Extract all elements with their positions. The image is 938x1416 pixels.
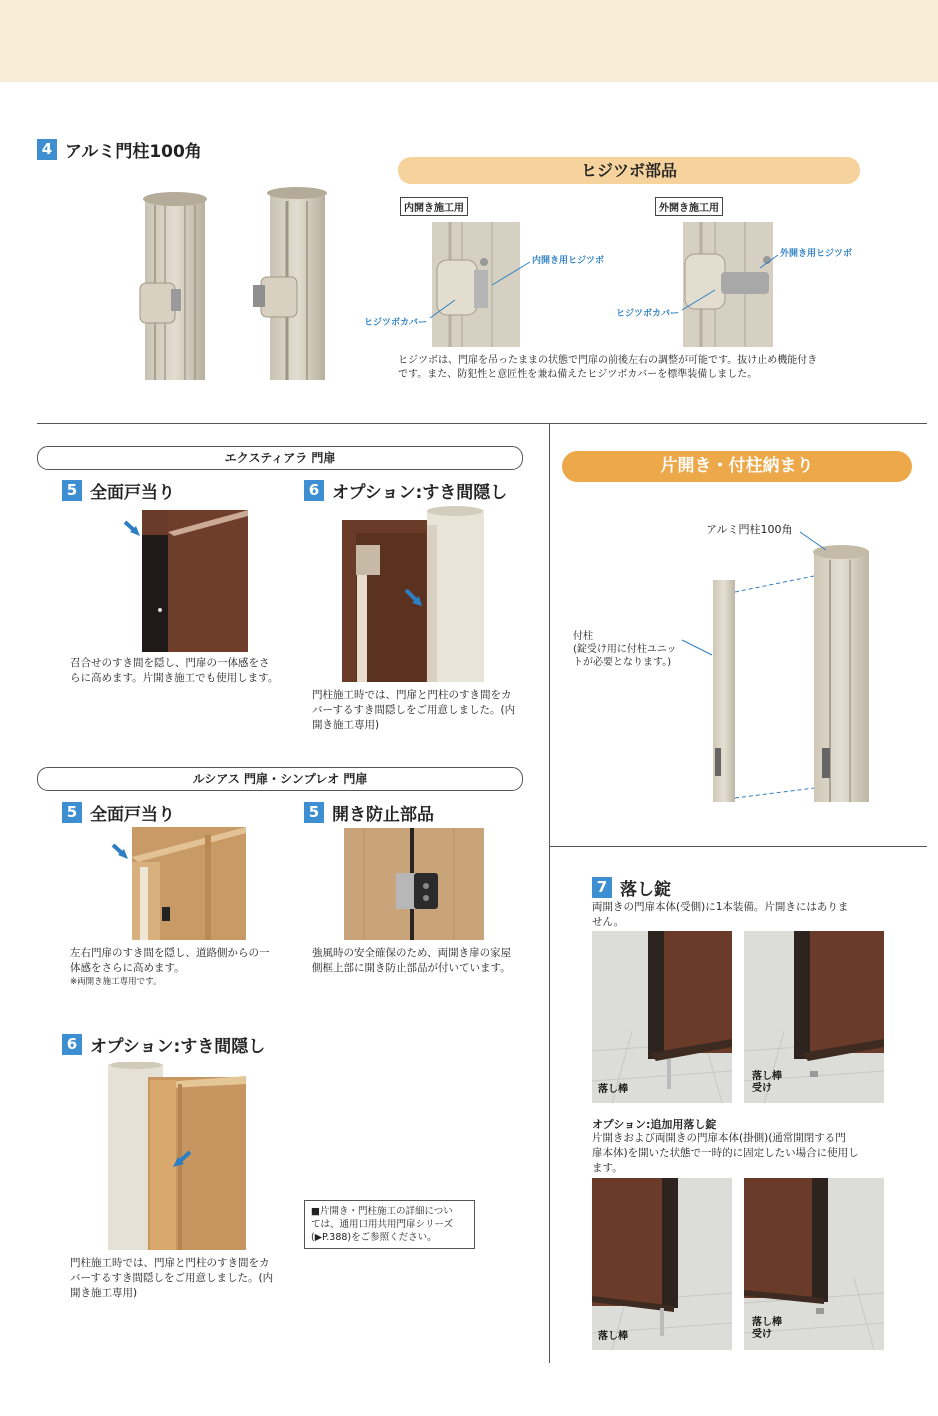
hinge-cover-callout-right: ヒジツボカバー — [616, 309, 680, 319]
caption-line: 開き施工専用) — [70, 1287, 138, 1299]
section-title: オプション:すき間隠し — [332, 483, 508, 503]
lucias-section-6 — [62, 1032, 265, 1057]
caption-line: 体感をさらに高めます。 — [70, 962, 185, 974]
note-line: (▶P.388)をご参照ください。 — [311, 1232, 437, 1243]
lucias-section-5b — [304, 800, 434, 825]
section-title: 落し錠 — [620, 880, 671, 900]
right-divider — [549, 846, 927, 847]
drop-bolt-photo-3 — [592, 1178, 732, 1350]
lucias-s5b-caption — [312, 946, 542, 976]
callout-lines — [360, 240, 860, 330]
section-title: 全面戸当り — [90, 483, 175, 503]
section-number: 7 — [592, 877, 612, 898]
caption-line: 開き施工専用) — [312, 719, 380, 731]
caption-line: 門柱施工時では、門扉と門柱のすき間をカ — [70, 1257, 270, 1269]
option-title: オプション:追加用落し錠 — [592, 1118, 717, 1131]
hijitsubo-desc-line-2: です。また、防犯性と意匠性を兼ね備えたヒジツボカバーを標準装備しました。 — [398, 369, 758, 380]
exteria-section-6 — [304, 478, 507, 503]
label-line: 落し棒 — [752, 1071, 782, 1082]
hijitsubo-header: ヒジツボ部品 — [398, 157, 860, 184]
full-door-stop-photo — [120, 510, 248, 652]
exteria-header: エクスティアラ 門扉 — [37, 446, 523, 470]
label-line: 受け — [752, 1329, 772, 1340]
option-description — [592, 1131, 892, 1176]
note-line: ては、通用口用共用門扉シリーズ — [311, 1219, 454, 1230]
label-line: 落し棒 — [752, 1317, 782, 1328]
lucias-door-stop-photo — [110, 827, 246, 940]
katabiraki-header: 片開き・付柱納まり — [562, 451, 912, 482]
caption-line: 側框上部に開き防止部品が付いています。 — [312, 962, 511, 974]
section-number: 5 — [62, 802, 82, 823]
aluminum-post-photo — [135, 185, 335, 380]
section-title: 開き防止部品 — [332, 805, 434, 825]
lucias-s5a-caption — [70, 946, 300, 988]
outer-hinge-callout: 外開き用ヒジツボ — [780, 249, 853, 259]
reference-note-box — [304, 1200, 475, 1249]
note-line: ■片開き・門柱施工の詳細につい — [311, 1206, 453, 1217]
label-line: 受け — [752, 1083, 772, 1094]
outer-opening-tag: 外開き施工用 — [655, 197, 723, 216]
section-number: 4 — [37, 139, 57, 160]
drop-bolt-photo-1 — [592, 931, 732, 1103]
vertical-divider — [549, 423, 550, 1363]
header-band — [0, 0, 938, 82]
section-number: 6 — [304, 480, 324, 501]
desc-line: ます。 — [592, 1162, 623, 1174]
caption-line: 左右門扉のすき間を隠し、道路側からの一 — [70, 947, 270, 959]
exteria-s6-caption — [312, 688, 542, 733]
section-number: 6 — [62, 1034, 82, 1055]
desc-line: 両開きの門扉本体(受側)に1本装備。片開きにはありま — [592, 901, 849, 913]
caption-line: 門柱施工時では、門扉と門柱のすき間をカ — [312, 689, 512, 701]
hijitsubo-description — [398, 354, 858, 382]
lucias-gap-cover-photo — [108, 1062, 246, 1250]
inner-opening-tag: 内開き施工用 — [400, 197, 468, 216]
drop-rod-receiver-label-1 — [752, 1071, 782, 1095]
section-title: オプション:すき間隠し — [90, 1037, 266, 1057]
open-prevention-photo — [344, 828, 484, 940]
caption-line: バーするすき間隠しをご用意しました。(内 — [70, 1272, 274, 1284]
hinge-cover-callout-left: ヒジツボカバー — [364, 318, 428, 328]
caption-line: らに高めます。片開き施工でも使用します。 — [70, 672, 279, 684]
drop-rod-label-1: 落し棒 — [598, 1084, 628, 1095]
section-4-heading — [37, 137, 202, 162]
caption-line: バーするすき間隠しをご用意しました。(内 — [312, 704, 516, 716]
section-number: 5 — [304, 802, 324, 823]
caption-line: 強風時の安全確保のため、両開き扉の家屋 — [312, 947, 512, 959]
hijitsubo-desc-line-1: ヒジツボは、門扉を吊ったままの状態で門扉の前後左右の調整が可能です。抜け止め機能付き — [398, 355, 818, 366]
label-line: 付柱 — [573, 631, 593, 642]
lucias-header: ルシアス 門扉・シンプレオ 門扉 — [37, 767, 523, 791]
label-line: トが必要となります。) — [573, 657, 672, 668]
section-7-heading — [592, 875, 671, 900]
horizontal-divider — [37, 423, 927, 424]
desc-line: せん。 — [592, 916, 625, 928]
section-title: アルミ門柱100角 — [65, 142, 202, 162]
post-assembly-diagram — [600, 530, 900, 810]
exteria-section-5 — [62, 478, 175, 503]
section-7-description — [592, 900, 892, 930]
lucias-section-5a — [62, 800, 175, 825]
post-label: アルミ門柱100角 — [706, 523, 793, 536]
section-number: 5 — [62, 480, 82, 501]
exteria-s5-caption — [70, 656, 300, 686]
label-line: (錠受け用に付柱ユニッ — [573, 644, 677, 655]
desc-line: 扉本体)を開いた状態で一時的に固定したい場合に使用し — [592, 1147, 859, 1159]
drop-rod-receiver-label-2 — [752, 1317, 782, 1341]
desc-line: 片開きおよび両開きの門扉本体(掛側)(通常開閉する門 — [592, 1132, 846, 1144]
caption-note: ※両開き施工専用です。 — [70, 977, 162, 987]
section-title: 全面戸当り — [90, 805, 175, 825]
caption-line: 召合せのすき間を隠し、門扉の一体感をさ — [70, 657, 270, 669]
drop-rod-label-2: 落し棒 — [598, 1331, 628, 1342]
gap-cover-photo — [342, 505, 484, 682]
inner-hinge-callout: 内開き用ヒジツボ — [532, 256, 605, 266]
lucias-s6-caption — [70, 1256, 300, 1301]
